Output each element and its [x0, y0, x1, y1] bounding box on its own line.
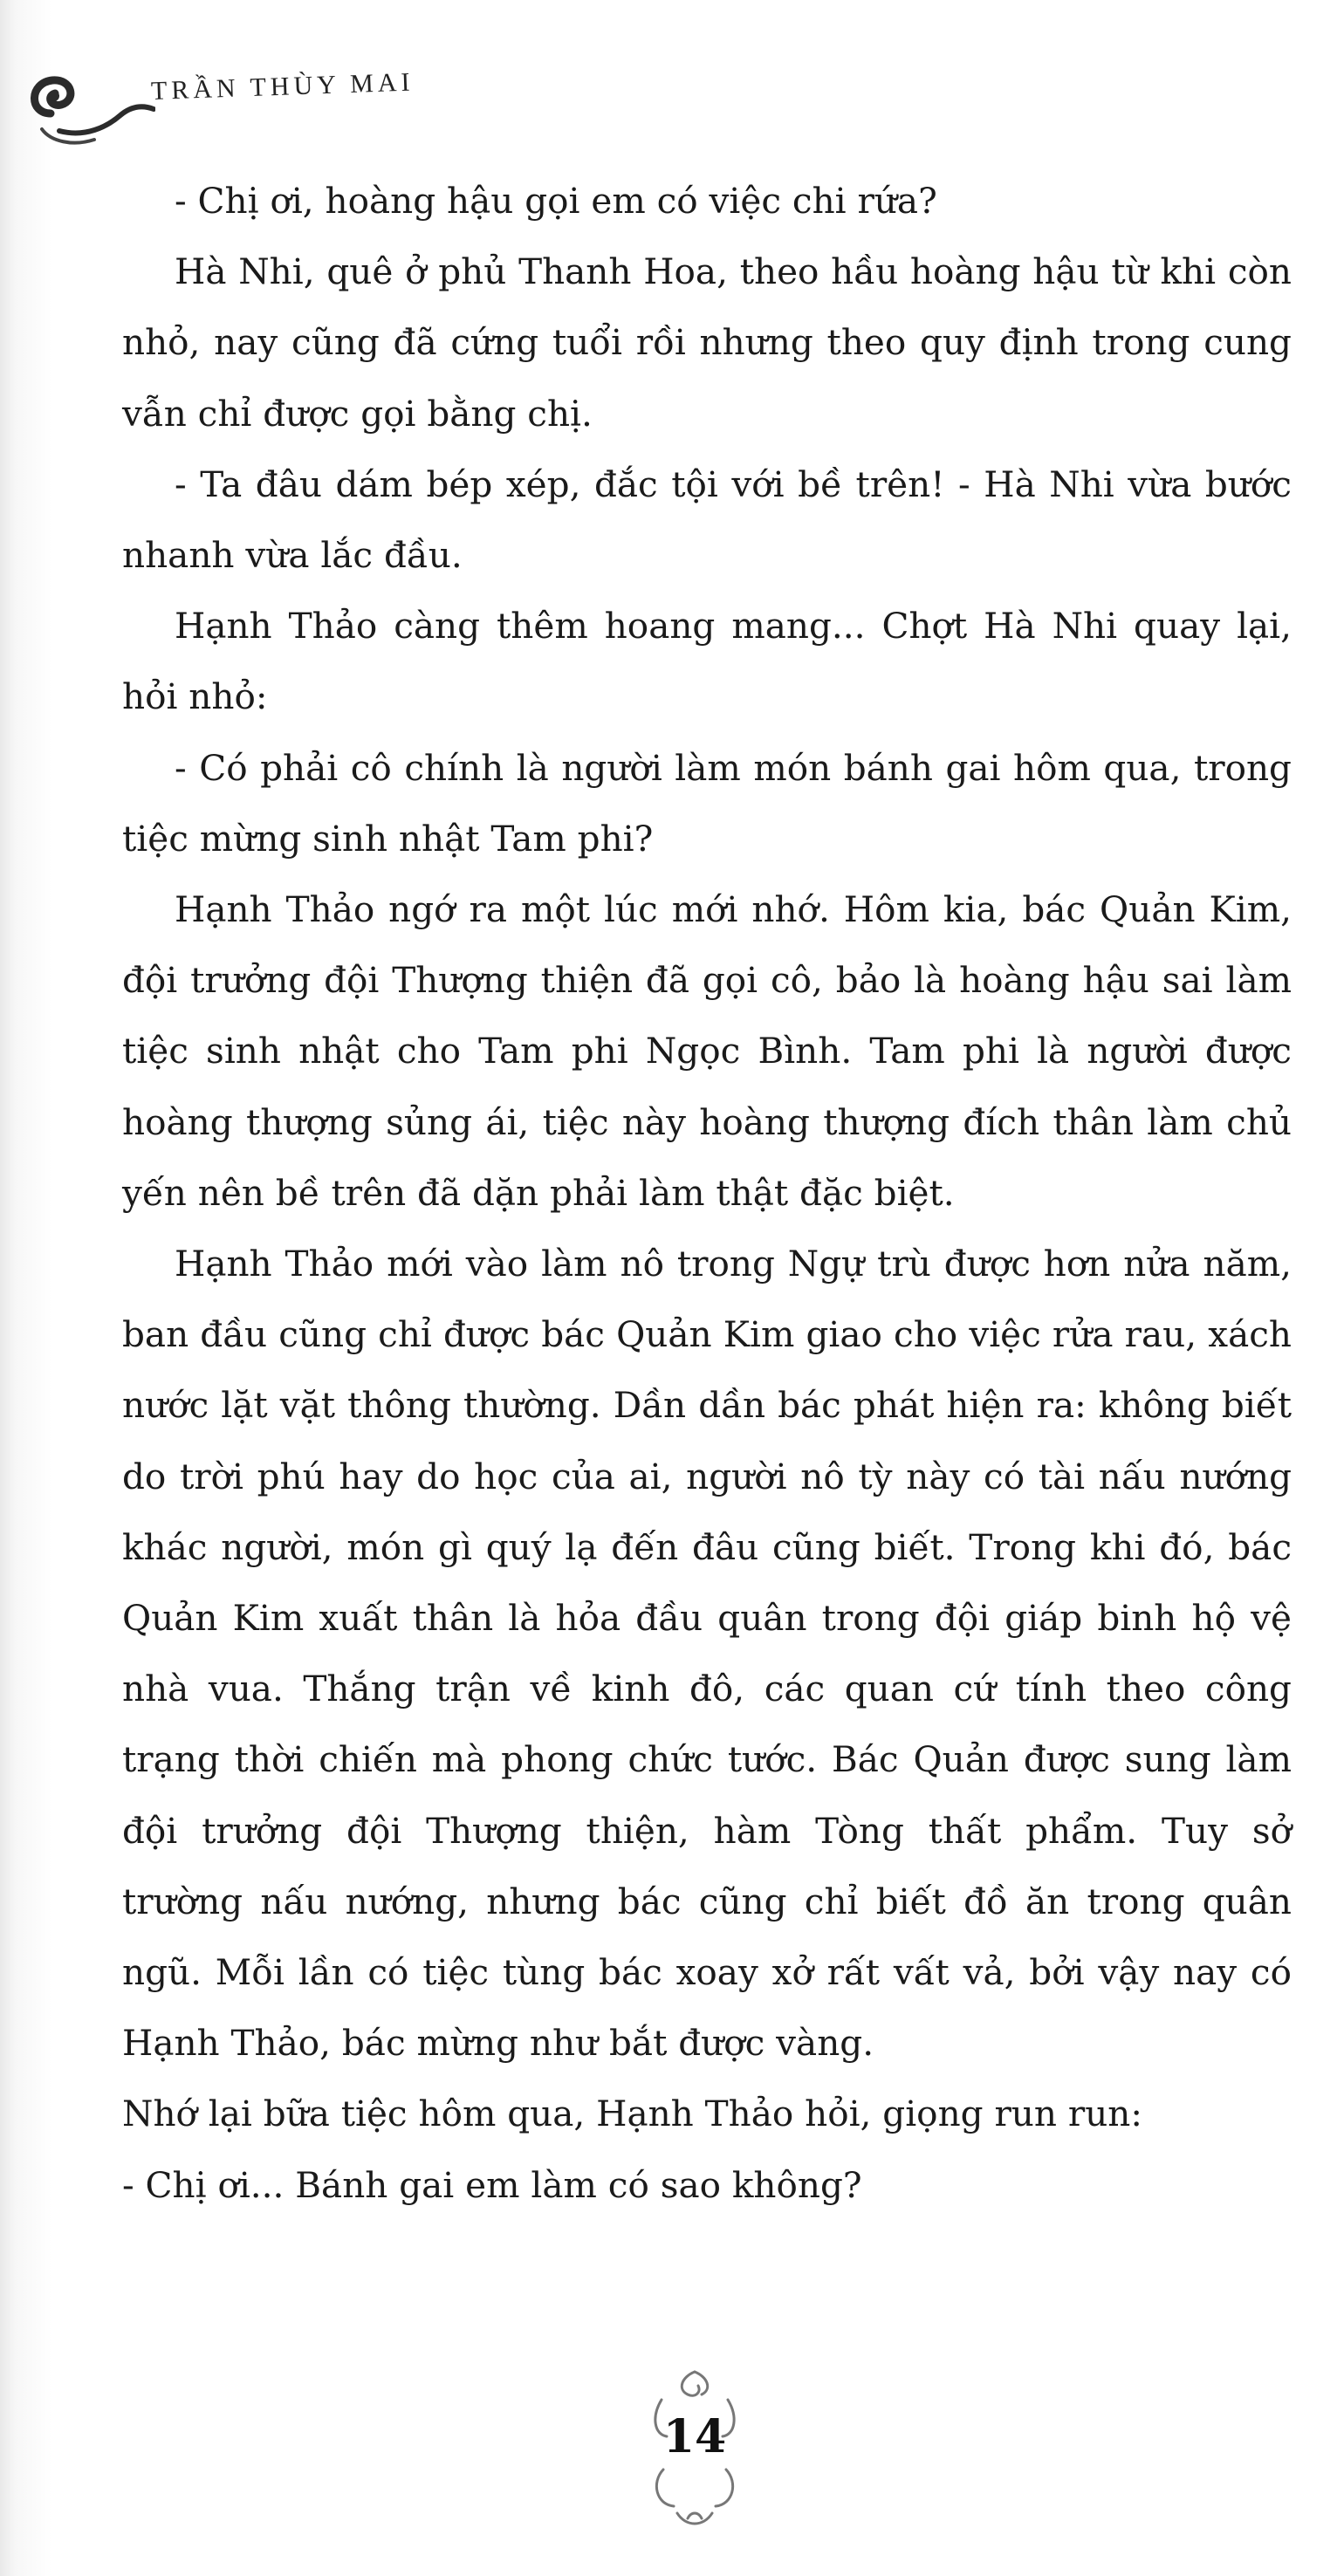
paragraph: Hạnh Thảo ngớ ra một lúc mới nhớ. Hôm kia, bác Quản Kim, đội trưởng đội Thượng thiện đã gọi cô, bảo là hoàng hậu sai làm tiệc sinh nhật cho Tam phi Ngọc Bình. Tam phi là người được hoàng thượng sủng ái, tiệc này hoàng thượng đích thân làm chủ yến nên bề trên đã dặn phải làm thật đặc biệt.	[122, 888, 1292, 1214]
body-text	[122, 166, 1292, 2221]
paragraph: Hạnh Thảo mới vào làm nô trong Ngự trù được hơn nửa năm, ban đầu cũng chỉ được bác Quản Kim giao cho việc rửa rau, xách nước lặt vặt thông thường. Dần dần bác phát hiện ra: không biết do trời phú hay do học của ai, người nô tỳ này có tài nấu nướng khác người, món gì quý lạ đến đâu cũng biết. Trong khi đó, bác Quản Kim xuất thân là hỏa đầu quân trong đội giáp binh hộ vệ nhà vua. Thắng trận về kinh đô, các quan cứ tính theo công trạng thời chiến mà phong chức tước. Bác Quản được sung làm đội trưởng đội Thượng thiện, hàm Tòng thất phẩm. Tuy sở trường nấu nướng, nhưng bác cũng chỉ biết đồ ăn trong quân ngũ. Mỗi lần có tiệc tùng bác xoay xở rất vất vả, bởi vậy nay có Hạnh Thảo, bác mừng như bắt được vàng.	[122, 1243, 1292, 2065]
author-name: TRẦN THÙY MAI	[150, 67, 415, 106]
page-number-block	[642, 2365, 747, 2531]
paragraph: Nhớ lại bữa tiệc hôm qua, Hạnh Thảo hỏi, giọng run run:	[122, 2093, 1143, 2135]
paragraph: Hà Nhi, quê ở phủ Thanh Hoa, theo hầu hoàng hậu từ khi còn nhỏ, nay cũng đã cứng tuổi rồi nhưng theo quy định trong cung vẫn chỉ được gọi bằng chị.	[122, 250, 1292, 435]
paragraph: - Chị ơi, hoàng hậu gọi em có việc chi rứa?	[175, 180, 937, 222]
page-number: 14	[662, 2410, 727, 2463]
paragraph: Hạnh Thảo càng thêm hoang mang... Chợt Hà Nhi quay lại, hỏi nhỏ:	[122, 605, 1292, 718]
paragraph: - Ta đâu dám bép xép, đắc tội với bề trên! - Hà Nhi vừa bước nhanh vừa lắc đầu.	[122, 462, 1292, 577]
paragraph: - Có phải cô chính là người làm món bánh gai hôm qua, trong tiệc mừng sinh nhật Tam phi?	[122, 746, 1292, 860]
paragraph: - Chị ơi... Bánh gai em làm có sao không?	[122, 2163, 862, 2206]
cloud-swirl-icon	[24, 61, 155, 157]
